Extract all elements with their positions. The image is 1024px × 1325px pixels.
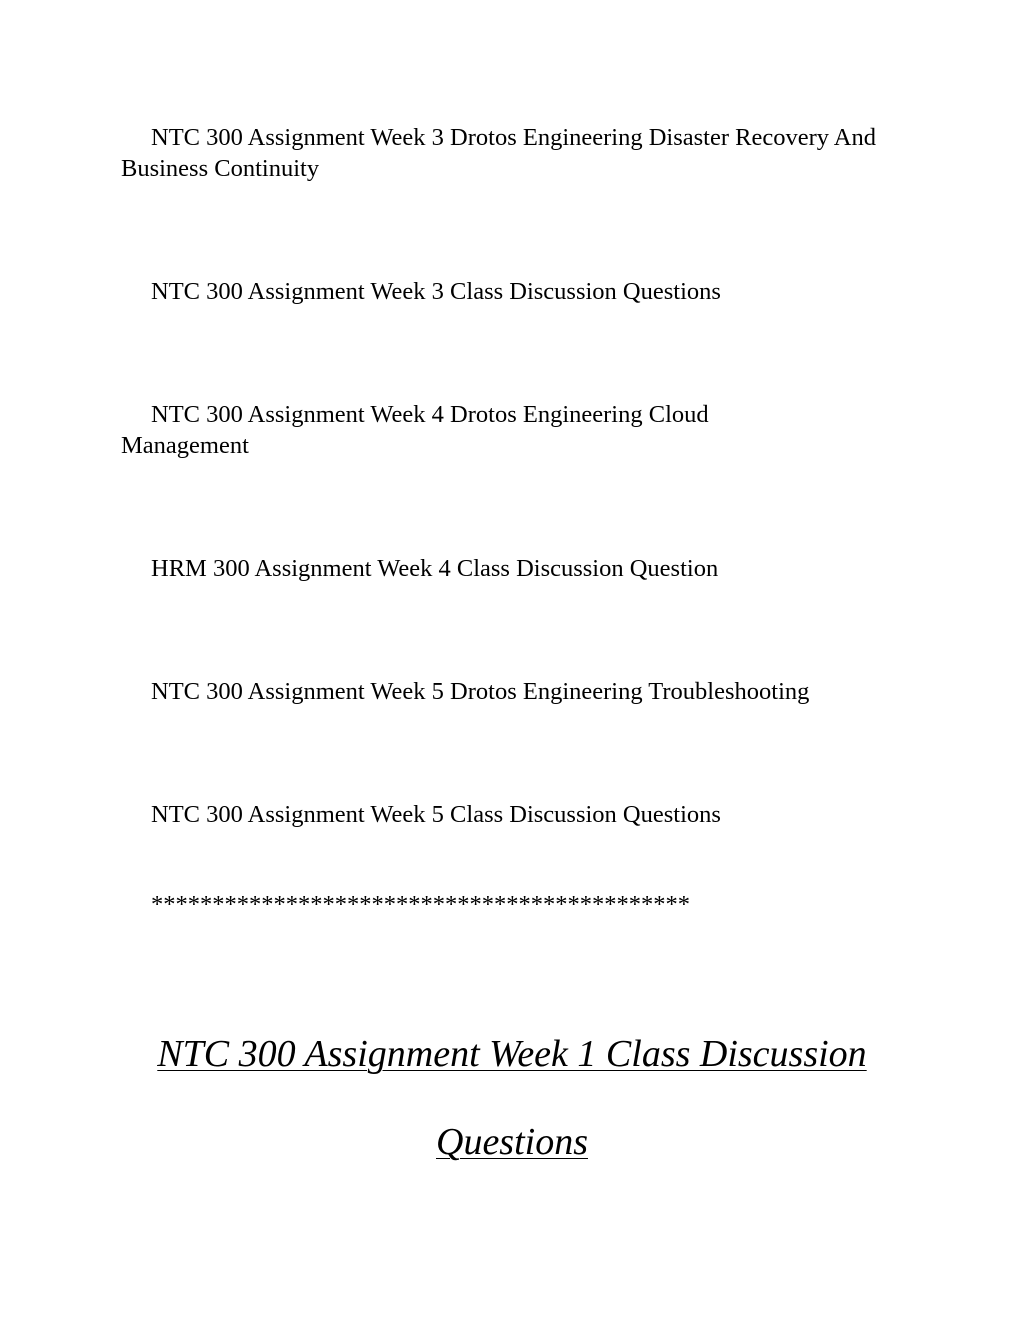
list-item-week3-discussion: NTC 300 Assignment Week 3 Class Discussion Questions — [151, 278, 721, 305]
list-item-disaster-recovery: NTC 300 Assignment Week 3 Drotos Engineering Disaster Recovery And Business Continuity — [121, 124, 876, 182]
section-heading-line2: Questions — [436, 1121, 588, 1163]
section-heading — [100, 1010, 924, 1186]
list-item-week5-discussion: NTC 300 Assignment Week 5 Class Discussion Questions — [151, 801, 721, 828]
list-item-hrm-discussion: HRM 300 Assignment Week 4 Class Discussion Question — [151, 555, 719, 582]
section-heading-line1: NTC 300 Assignment Week 1 Class Discussion — [157, 1033, 867, 1075]
list-item-troubleshooting: NTC 300 Assignment Week 5 Drotos Engineering Troubleshooting — [151, 678, 810, 705]
separator-stars: ******************************************** — [151, 891, 690, 918]
list-item-cloud-management: NTC 300 Assignment Week 4 Drotos Engineering Cloud Management — [121, 401, 709, 459]
